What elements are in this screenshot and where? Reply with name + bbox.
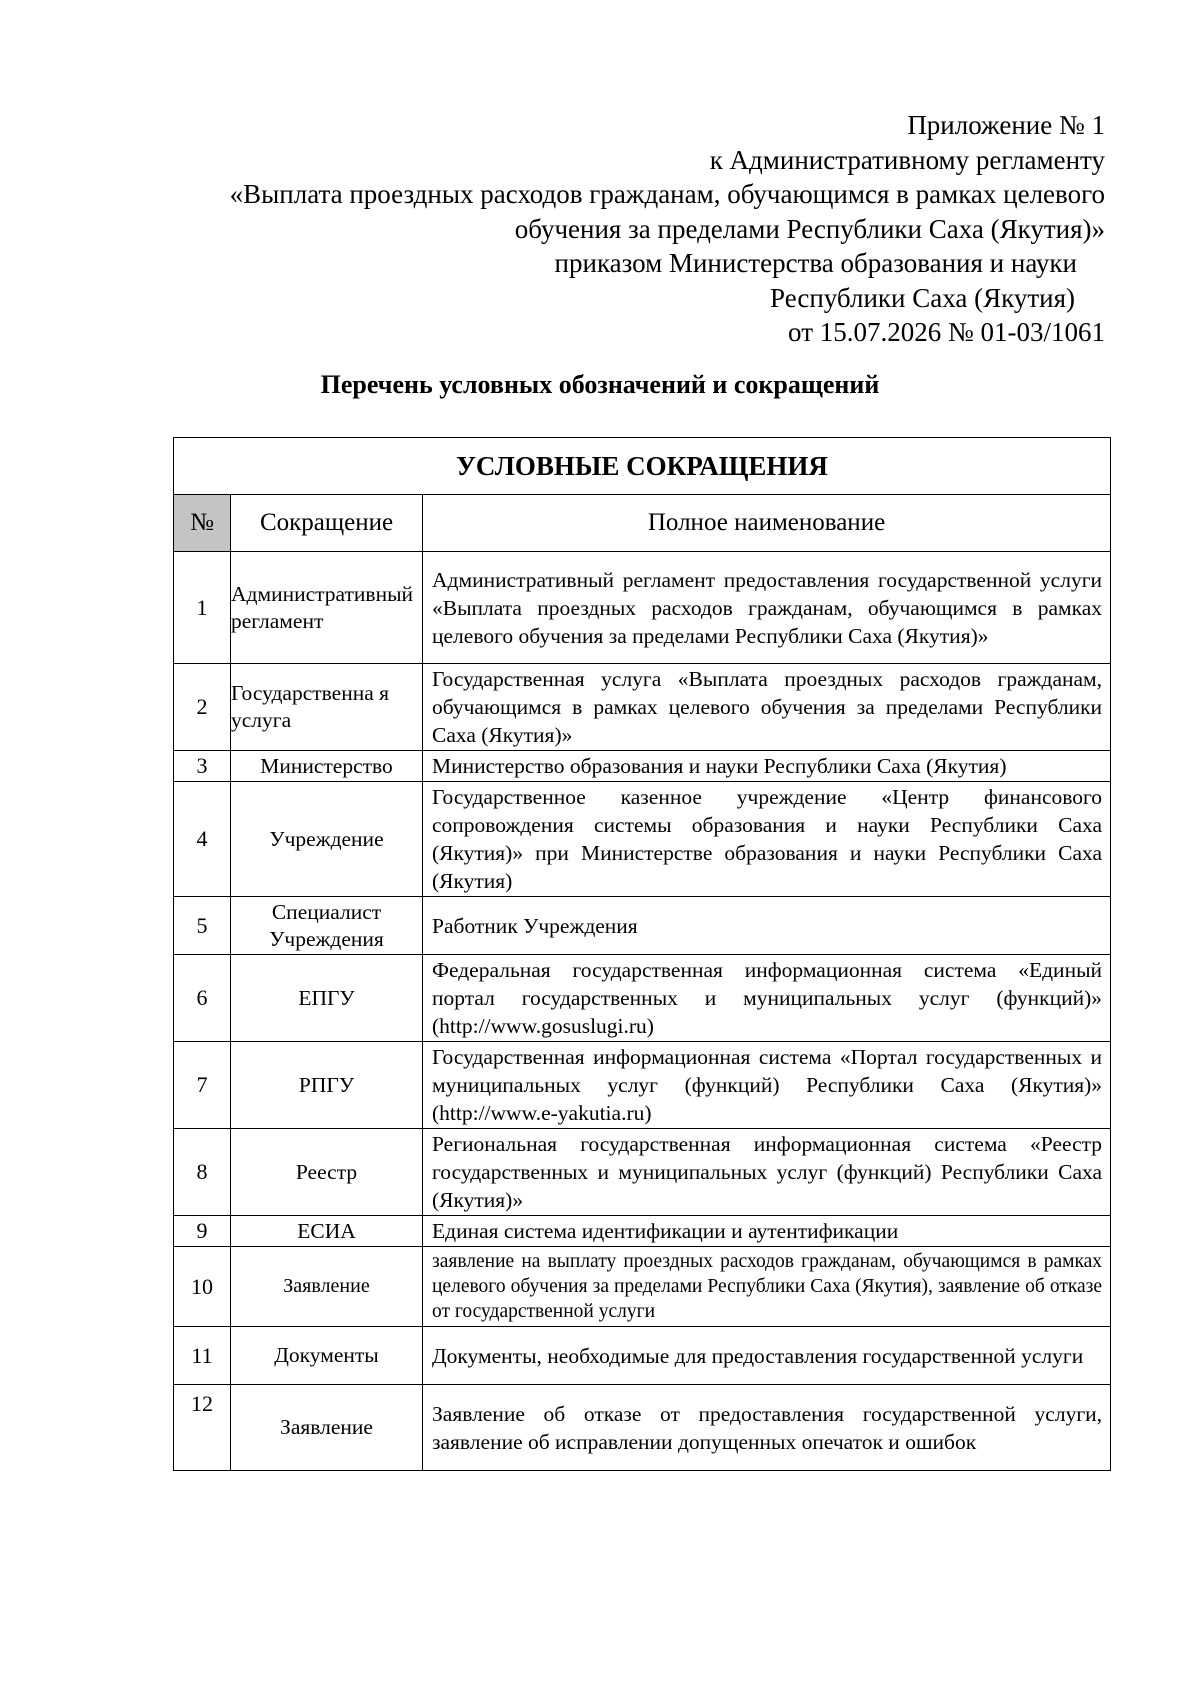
table-row bbox=[174, 782, 1111, 897]
header-line: Приложение № 1 bbox=[907, 110, 1105, 140]
row-abbreviation: Документы bbox=[231, 1327, 423, 1385]
row-number: 8 bbox=[174, 1129, 231, 1216]
row-full-name: Государственная информационная система «Портал государственных и муниципальных услуг (функций) Республики Саха (Якутия)» (http://www.e-yakutia.ru) bbox=[423, 1042, 1111, 1129]
row-number: 1 bbox=[174, 552, 231, 664]
header-line: обучения за пределами Республики Саха (Якутия)» bbox=[514, 213, 1105, 244]
row-number: 12 bbox=[174, 1385, 231, 1471]
row-number: 11 bbox=[174, 1327, 231, 1385]
header-line: Республики Саха (Якутия) bbox=[770, 282, 1075, 313]
row-number: 5 bbox=[174, 897, 231, 955]
row-full-name: Документы, необходимые для предоставления государственной услуги bbox=[423, 1327, 1111, 1385]
row-abbreviation: ЕПГУ bbox=[231, 955, 423, 1042]
row-full-name: заявление на выплату проездных расходов гражданам, обучающимся в рамках целевого обучения за пределами Республики Саха (Якутия), заявление об отказе от государственной услуги bbox=[423, 1247, 1111, 1327]
row-abbreviation: Специалист Учреждения bbox=[231, 897, 423, 955]
row-number: 4 bbox=[174, 782, 231, 897]
row-abbreviation: РПГУ bbox=[231, 1042, 423, 1129]
table-row bbox=[174, 1327, 1111, 1385]
row-number: 3 bbox=[174, 751, 231, 782]
row-abbreviation: Административный регламент bbox=[231, 552, 423, 664]
row-abbreviation: Учреждение bbox=[231, 782, 423, 897]
column-header-number: № bbox=[174, 495, 231, 552]
row-abbreviation: Реестр bbox=[231, 1129, 423, 1216]
row-full-name: Региональная государственная информационная система «Реестр государственных и муниципальных услуг (функций) Республики Саха (Якутия)» bbox=[423, 1129, 1111, 1216]
row-full-name: Государственная услуга «Выплата проездных расходов гражданам, обучающимся в рамках целевого обучения за пределами Республики Саха (Якутия)» bbox=[423, 664, 1111, 751]
row-full-name: Заявление об отказе от предоставления государственной услуги, заявление об исправлении допущенных опечаток и ошибок bbox=[423, 1385, 1111, 1471]
row-full-name: Министерство образования и науки Республики Саха (Якутия) bbox=[423, 751, 1111, 782]
row-full-name: Единая система идентификации и аутентификации bbox=[423, 1216, 1111, 1247]
table-caption: УСЛОВНЫЕ СОКРАЩЕНИЯ bbox=[174, 438, 1111, 495]
header-line: приказом Министерства образования и науки bbox=[554, 248, 1077, 278]
appendix-header bbox=[230, 108, 1105, 350]
abbreviations-table bbox=[173, 437, 1111, 1471]
table-row bbox=[174, 897, 1111, 955]
row-number: 2 bbox=[174, 664, 231, 751]
table-row bbox=[174, 751, 1111, 782]
table-row bbox=[174, 1385, 1111, 1471]
row-number: 6 bbox=[174, 955, 231, 1042]
row-number: 9 bbox=[174, 1216, 231, 1247]
table-row bbox=[174, 664, 1111, 751]
row-full-name: Государственное казенное учреждение «Центр финансового сопровождения системы образования и науки Республики Саха (Якутия)» при Министерстве образования и науки Республики Саха (Якутия) bbox=[423, 782, 1111, 897]
row-full-name: Административный регламент предоставления государственной услуги «Выплата проездных расходов гражданам, обучающимся в рамках целевого обучения за пределами Республики Саха (Якутия)» bbox=[423, 552, 1111, 664]
row-number: 10 bbox=[174, 1247, 231, 1327]
row-abbreviation: Заявление bbox=[231, 1385, 423, 1471]
table-row bbox=[174, 1129, 1111, 1216]
header-line: «Выплата проездных расходов гражданам, обучающимся в рамках целевого bbox=[229, 179, 1105, 209]
row-number: 7 bbox=[174, 1042, 231, 1129]
header-line: к Административному регламенту bbox=[709, 144, 1105, 175]
table-row bbox=[174, 1247, 1111, 1327]
table-row bbox=[174, 1042, 1111, 1129]
row-abbreviation: Государственна я услуга bbox=[231, 664, 423, 751]
row-abbreviation: Заявление bbox=[231, 1247, 423, 1327]
table-row bbox=[174, 552, 1111, 664]
table-row bbox=[174, 955, 1111, 1042]
column-header-abbreviation: Сокращение bbox=[231, 495, 423, 552]
row-full-name: Федеральная государственная информационная система «Единый портал государственных и муниципальных услуг (функций)» (http://www.gosuslugi.ru) bbox=[423, 955, 1111, 1042]
table-row bbox=[174, 1216, 1111, 1247]
document-title: Перечень условных обозначений и сокращений bbox=[320, 370, 880, 399]
row-full-name: Работник Учреждения bbox=[423, 897, 1111, 955]
column-header-full-name: Полное наименование bbox=[423, 495, 1111, 552]
row-abbreviation: Министерство bbox=[231, 751, 423, 782]
row-abbreviation: ЕСИА bbox=[231, 1216, 423, 1247]
header-line: от 15.07.2026 № 01-03/1061 bbox=[788, 317, 1105, 347]
